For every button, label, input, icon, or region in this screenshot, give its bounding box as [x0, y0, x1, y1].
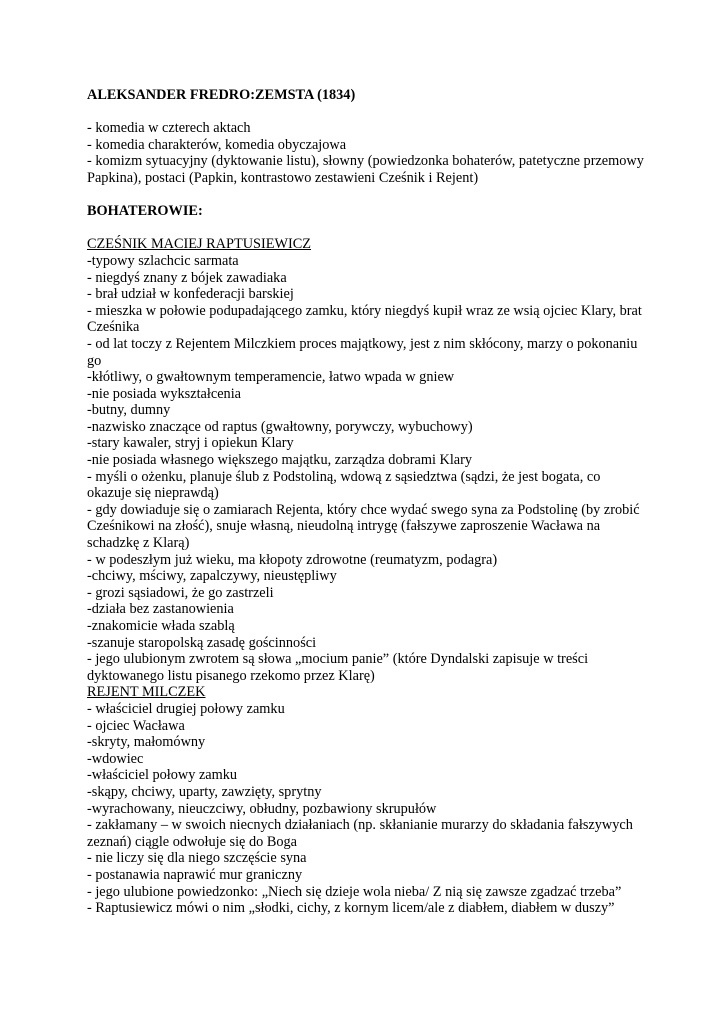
list-item: -stary kawaler, stryj i opiekun Klary — [87, 435, 294, 452]
list-item: - Raptusiewicz mówi o nim „słodki, cichy, z kornym licem/ale z diabłem, diabłem w duszy” — [87, 900, 615, 917]
rejent-traits-list — [87, 701, 647, 917]
list-item: - mieszka w połowie podupadającego zamku, który niegdyś kupił wraz ze wsią ojciec Klary, brat Cześnika — [87, 302, 642, 336]
list-item: - od lat toczy z Rejentem Milczkiem proces majątkowy, jest z nim skłócony, marzy o pokonaniu go — [87, 335, 638, 369]
list-item: - myśli o ożenku, planuje ślub z Podstoliną, wdową z sąsiedztwa (sądzi, że jest bogata, co okazuje się nieprawdą) — [87, 468, 601, 502]
intro-line: - komedia charakterów, komedia obyczajowa — [87, 136, 347, 153]
list-item: -chciwy, mściwy, zapalczywy, nieustępliwy — [87, 568, 337, 585]
list-item: - gdy dowiaduje się o zamiarach Rejenta, który chce wydać swego syna za Podstolinę (by zrobić Cześnikowi na złość), snuje własną, nieudolną intrygę (fałszywe zaproszenie Wacława na schadzkę z Klarą) — [87, 501, 640, 552]
intro-line: - komedia w czterech aktach — [87, 120, 251, 137]
document-title: ALEKSANDER FREDRO:ZEMSTA (1834) — [87, 87, 356, 103]
list-item: - grozi sąsiadowi, że go zastrzeli — [87, 584, 274, 601]
czesnik-heading: CZEŚNIK MACIEJ RAPTUSIEWICZ — [87, 236, 311, 253]
document-content — [87, 87, 647, 917]
list-item: - postanawia naprawić mur graniczny — [87, 866, 303, 883]
list-item: -nie posiada wykształcenia — [87, 385, 242, 402]
list-item: -kłótliwy, o gwałtownym temperamencie, łatwo wpada w gniew — [87, 369, 455, 386]
list-item: - zakłamany – w swoich niecnych działaniach (np. skłanianie murarzy do składania fałszywych zeznań) ciągle odwołuje się do Boga — [87, 817, 633, 850]
czesnik-traits-list — [87, 253, 647, 684]
spacer — [87, 220, 647, 237]
list-item: -działa bez zastanowienia — [87, 601, 234, 618]
spacer — [87, 104, 647, 121]
list-item: -butny, dumny — [87, 402, 171, 419]
list-item: -skryty, małomówny — [87, 734, 206, 751]
list-item: -skąpy, chciwy, uparty, zawzięty, sprytny — [87, 783, 322, 800]
list-item: -właściciel połowy zamku — [87, 767, 238, 784]
heroes-heading: BOHATEROWIE: — [87, 203, 203, 220]
list-item: -wdowiec — [87, 750, 144, 767]
list-item: -szanuje staropolską zasadę gościnności — [87, 634, 317, 651]
list-item: -znakomicie włada szablą — [87, 618, 235, 634]
list-item: - jego ulubione powiedzonko: „Niech się dzieje wola nieba/ Z nią się zawsze zgadzać trzeba” — [87, 883, 622, 900]
list-item: - ojciec Wacława — [87, 717, 185, 734]
spacer — [87, 187, 647, 204]
list-item: - brał udział w konfederacji barskiej — [87, 286, 294, 303]
list-item: -nie posiada własnego większego majątku, zarządza dobrami Klary — [87, 452, 473, 469]
rejent-heading: REJENT MILCZEK — [87, 684, 206, 701]
intro-line: - komizm sytuacyjny (dyktowanie listu), słowny (powiedzonka bohaterów, patetyczne przemowy Papkina), postaci (Papkin, kontrastowo zestawieni Cześnik i Rejent) — [87, 153, 644, 186]
list-item: - w podeszłym już wieku, ma kłopoty zdrowotne (reumatyzm, podagra) — [87, 551, 498, 568]
list-item: -wyrachowany, nieuczciwy, obłudny, pozbawiony skrupułów — [87, 800, 437, 817]
list-item: - jego ulubionym zwrotem są słowa „mocium panie” (które Dyndalski zapisuje w treści dyktowanego listu pisanego rzekomo przez Klarę) — [87, 651, 589, 684]
list-item: - właściciel drugiej połowy zamku — [87, 700, 285, 717]
list-item: -nazwisko znaczące od raptus (gwałtowny, porywczy, wybuchowy) — [87, 418, 473, 435]
list-item: - niegdyś znany z bójek zawadiaka — [87, 269, 287, 286]
list-item: - nie liczy się dla niego szczęście syna — [87, 850, 307, 867]
list-item: -typowy szlachcic sarmata — [87, 252, 239, 269]
